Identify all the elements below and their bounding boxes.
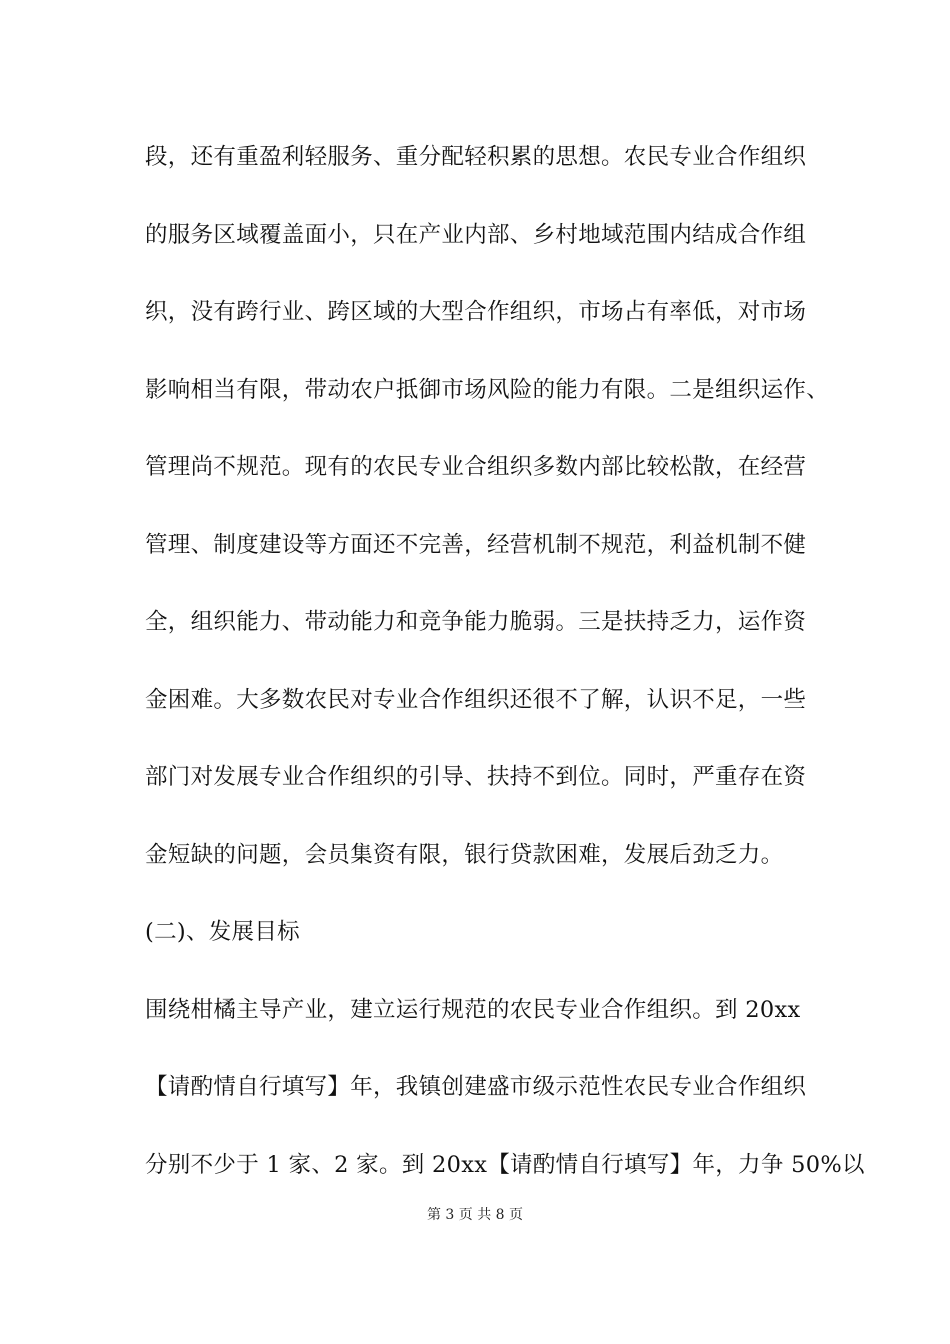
text-line: 段，还有重盈利轻服务、重分配轻积累的思想。农民专业合作组织: [145, 144, 807, 170]
text-line: 织，没有跨行业、跨区域的大型合作组织，市场占有率低，对市场: [145, 299, 807, 325]
body-text: [145, 131, 865, 1216]
text-line: 分别不少于 1 家、2 家。到 20xx【请酌情自行填写】年，力争 50%以: [145, 1151, 865, 1178]
text-line: 全，组织能力、带动能力和竞争能力脆弱。三是扶持乏力，运作资: [145, 609, 807, 635]
page-number-footer: 第 3 页 共 8 页: [426, 1207, 524, 1223]
text-line: 【请酌情自行填写】年，我镇创建盛市级示范性农民专业合作组织: [145, 1074, 807, 1100]
text-line: 的服务区域覆盖面小，只在产业内部、乡村地域范围内结成合作组: [145, 221, 807, 248]
text-line: 影响相当有限，带动农户抵御市场风险的能力有限。二是组织运作、: [145, 376, 830, 403]
section-heading: (二)、发展目标: [145, 919, 300, 945]
text-line: 管理尚不规范。现有的农民专业合组织多数内部比较松散，在经营: [145, 454, 807, 480]
text-line: 围绕柑橘主导产业，建立运行规范的农民专业合作组织。到 20xx: [145, 996, 801, 1023]
text-line: 管理、制度建设等方面还不完善，经营机制不规范，利益机制不健: [145, 531, 807, 558]
text-line: 部门对发展专业合作组织的引导、扶持不到位。同时，严重存在资: [145, 764, 807, 790]
text-line: 金困难。大多数农民对专业合作组织还很不了解，认识不足，一些: [145, 686, 807, 713]
text-line: 金短缺的问题，会员集资有限，银行贷款困难，发展后劲乏力。: [145, 841, 784, 868]
